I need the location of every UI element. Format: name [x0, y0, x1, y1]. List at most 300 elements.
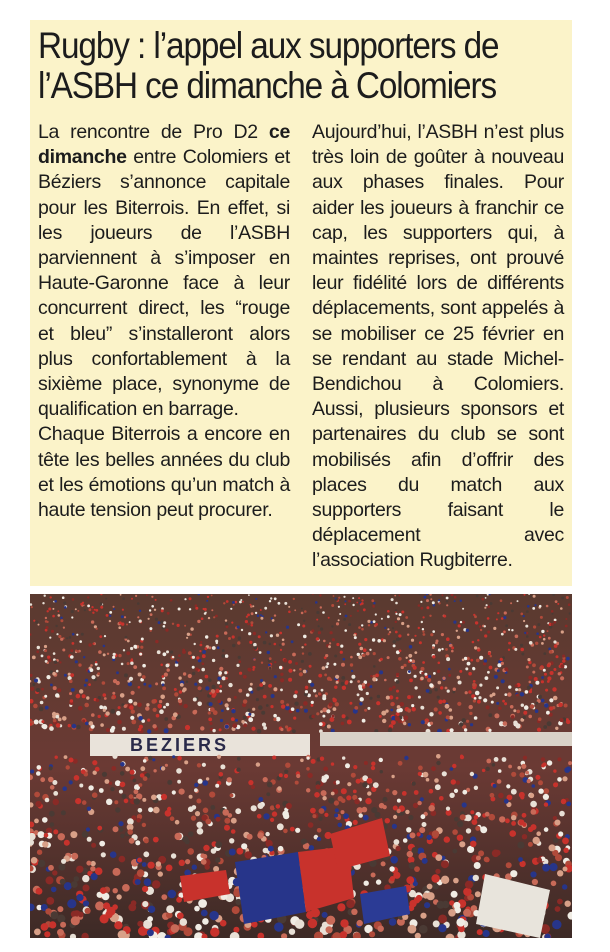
crowd-dot — [394, 595, 396, 597]
crowd-dot — [326, 926, 333, 933]
crowd-dot — [483, 698, 487, 702]
crowd-dot — [148, 756, 152, 760]
crowd-dot — [255, 612, 257, 614]
crowd-dot — [386, 789, 390, 793]
crowd-dot — [448, 909, 456, 917]
crowd-dot — [438, 915, 447, 924]
crowd-dot — [160, 620, 163, 623]
crowd-dot — [310, 808, 316, 814]
crowd-dot — [53, 799, 59, 805]
crowd-dot — [140, 766, 145, 771]
crowd-dot — [473, 875, 479, 881]
crowd-dot — [241, 720, 244, 723]
crowd-dot — [185, 725, 190, 730]
crowd-dot — [511, 821, 516, 826]
crowd-dot — [530, 871, 536, 877]
crowd-dot — [340, 919, 348, 927]
crowd-dot — [504, 693, 507, 696]
crowd-dot — [124, 616, 126, 618]
bold-text: ce dimanche — [38, 121, 290, 169]
crowd-dot — [163, 625, 166, 628]
crowd-dot — [245, 851, 252, 858]
crowd-dot — [383, 797, 388, 802]
crowd-dot — [451, 650, 454, 653]
crowd-dot — [137, 869, 145, 877]
crowd-dot — [316, 784, 321, 789]
crowd-dot — [533, 595, 536, 598]
crowd-dot — [438, 711, 442, 715]
crowd-dot — [517, 766, 521, 770]
crowd-dot — [257, 687, 261, 691]
crowd-dot — [56, 670, 59, 673]
crowd-dot — [110, 728, 115, 733]
crowd-dot — [522, 834, 527, 839]
crowd-dot — [166, 905, 174, 913]
crowd-dot — [400, 702, 405, 707]
crowd-dot — [267, 782, 273, 788]
crowd-dot — [393, 872, 400, 879]
crowd-dot — [197, 763, 201, 767]
banner-wall-right — [320, 732, 572, 746]
crowd-dot — [147, 719, 150, 722]
crowd-dot — [85, 722, 89, 726]
crowd-dot — [34, 929, 41, 936]
crowd-dot — [288, 606, 290, 608]
crowd-dot — [79, 689, 83, 693]
crowd-dot — [194, 906, 200, 912]
crowd-dot — [113, 608, 115, 610]
crowd-dot — [562, 838, 569, 845]
crowd-dot — [69, 758, 74, 763]
crowd-dot — [221, 709, 224, 712]
crowd-dot — [188, 651, 192, 655]
crowd-dot — [408, 654, 412, 658]
crowd-dot — [142, 823, 146, 827]
crowd-dot — [462, 802, 467, 807]
crowd-dot — [224, 825, 230, 831]
crowd-dot — [258, 705, 263, 710]
crowd-dot — [488, 729, 491, 732]
crowd-dot — [448, 668, 451, 671]
crowd-dot — [373, 782, 379, 788]
crowd-dot — [369, 685, 372, 688]
crowd-dot — [433, 604, 436, 607]
crowd-dot — [312, 814, 316, 818]
crowd-dot — [518, 857, 523, 862]
crowd-dot — [311, 759, 316, 764]
crowd-dot — [212, 729, 215, 732]
crowd-dot — [318, 674, 322, 678]
crowd-dot — [528, 715, 532, 719]
crowd-dot — [193, 698, 197, 702]
crowd-dot — [75, 608, 77, 610]
crowd-dot — [296, 774, 300, 778]
crowd-dot — [565, 618, 567, 620]
crowd-dot — [338, 597, 340, 599]
crowd-dot — [70, 831, 77, 838]
crowd-dot — [99, 635, 102, 638]
crowd-dot — [137, 921, 143, 927]
crowd-dot — [55, 625, 57, 627]
crowd-dot — [553, 769, 556, 772]
crowd-dot — [80, 603, 83, 606]
crowd-dot — [335, 702, 339, 706]
crowd-dot — [337, 903, 345, 911]
crowd-dot — [431, 766, 436, 771]
crowd-dot — [477, 639, 479, 641]
crowd-dot — [560, 718, 564, 722]
crowd-dot — [47, 656, 50, 659]
crowd-dot — [315, 601, 318, 604]
crowd-dot — [248, 717, 253, 722]
crowd-dot — [395, 609, 397, 611]
crowd-dot — [452, 829, 458, 835]
crowd-dot — [521, 653, 524, 656]
crowd-dot — [549, 706, 553, 710]
crowd-dot — [369, 697, 372, 700]
crowd-dot — [430, 722, 433, 725]
crowd-dot — [535, 709, 539, 713]
crowd-dot — [105, 598, 107, 600]
crowd-dot — [39, 707, 44, 712]
crowd-dot — [349, 702, 352, 705]
crowd-dot — [283, 659, 287, 663]
crowd-dot — [75, 798, 81, 804]
crowd-dot — [107, 653, 109, 655]
crowd-dot — [120, 782, 126, 788]
crowd-dot — [152, 724, 156, 728]
crowd-dot — [478, 696, 481, 699]
crowd-dot — [44, 595, 46, 597]
crowd-dot — [49, 921, 56, 928]
crowd-dot — [411, 639, 414, 642]
crowd-dot — [341, 676, 345, 680]
crowd-dot — [506, 784, 510, 788]
crowd-dot — [338, 823, 343, 828]
crowd-dot — [388, 728, 392, 732]
crowd-dot — [189, 795, 193, 799]
crowd-dot — [435, 869, 440, 874]
paragraph — [38, 120, 290, 422]
crowd-dot — [421, 607, 424, 610]
crowd-dot — [470, 659, 473, 662]
crowd-dot — [129, 705, 134, 710]
crowd-dot — [446, 807, 450, 811]
crowd-dot — [497, 669, 500, 672]
crowd-dot — [473, 680, 476, 683]
crowd-dot — [360, 647, 364, 651]
crowd-dot — [269, 667, 272, 670]
crowd-dot — [485, 676, 489, 680]
crowd-dot — [31, 606, 33, 608]
crowd-dot — [408, 723, 411, 726]
crowd-dot — [288, 669, 292, 673]
crowd-dot — [279, 773, 283, 777]
crowd-dot — [103, 902, 110, 909]
crowd-dot — [500, 658, 503, 661]
crowd-dot — [517, 842, 524, 849]
crowd-dot — [240, 601, 242, 603]
crowd-dot — [438, 681, 442, 685]
crowd-dot — [463, 909, 471, 917]
crowd-dot — [446, 657, 450, 661]
crowd-dot — [209, 646, 212, 649]
crowd-dot — [307, 773, 312, 778]
crowd-dot — [414, 675, 417, 678]
crowd-dot — [293, 717, 296, 720]
crowd-dot — [172, 623, 174, 625]
crowd-dot — [535, 642, 538, 645]
crowd-dot — [42, 817, 48, 823]
crowd-dot — [452, 764, 456, 768]
crowd-dot — [335, 598, 338, 601]
crowd-dot — [325, 654, 328, 657]
crowd-dot — [106, 728, 110, 732]
crowd-dot — [373, 620, 376, 623]
crowd-dot — [437, 901, 445, 909]
crowd-dot — [370, 675, 373, 678]
crowd-dot — [535, 681, 539, 685]
crowd-dot — [237, 641, 240, 644]
crowd-dot — [161, 609, 164, 612]
crowd-dot — [324, 674, 327, 677]
crowd-dot — [137, 616, 139, 618]
crowd-dot — [403, 838, 408, 843]
crowd-dot — [387, 628, 389, 630]
crowd-dot — [367, 778, 373, 784]
crowd-dot — [261, 662, 263, 664]
crowd-dot — [225, 703, 229, 707]
crowd-dot — [439, 796, 444, 801]
crowd-dot — [303, 670, 307, 674]
crowd-dot — [177, 756, 182, 761]
crowd-dot — [343, 618, 346, 621]
crowd-dot — [379, 715, 382, 718]
crowd-dot — [441, 876, 449, 884]
crowd-dot — [285, 706, 290, 711]
crowd-dot — [527, 779, 531, 783]
crowd-dot — [129, 838, 135, 844]
crowd-dot — [53, 791, 58, 796]
crowd-dot — [142, 901, 148, 907]
crowd-dot — [159, 709, 164, 714]
crowd-dot — [484, 634, 487, 637]
crowd-dot — [371, 873, 376, 878]
crowd-dot — [270, 818, 274, 822]
crowd-dot — [528, 842, 533, 847]
crowd-dot — [354, 706, 358, 710]
crowd-dot — [176, 768, 182, 774]
crowd-dot — [409, 659, 412, 662]
crowd-dot — [269, 643, 272, 646]
crowd-dot — [466, 629, 469, 632]
crowd-dot — [112, 656, 115, 659]
crowd-dot — [364, 761, 368, 765]
crowd-dot — [212, 646, 216, 650]
crowd-dot — [134, 789, 139, 794]
crowd-dot — [560, 607, 563, 610]
crowd-dot — [74, 775, 80, 781]
crowd-dot — [509, 830, 516, 837]
crowd-dot — [137, 703, 142, 708]
crowd-dot — [543, 788, 549, 794]
crowd-dot — [100, 887, 107, 894]
crowd-dot — [56, 715, 60, 719]
crowd-dot — [483, 930, 490, 937]
crowd-dot — [143, 851, 149, 857]
crowd-dot — [529, 681, 532, 684]
crowd-dot — [325, 665, 328, 668]
crowd-dot — [442, 594, 444, 596]
crowd-dot — [441, 648, 443, 650]
crowd-dot — [53, 829, 58, 834]
crowd-dot — [194, 683, 197, 686]
crowd-dot — [34, 819, 39, 824]
crowd-dot — [380, 770, 383, 773]
crowd-dot — [504, 799, 509, 804]
crowd-dot — [537, 858, 542, 863]
crowd-dot — [513, 709, 516, 712]
crowd-dot — [552, 687, 556, 691]
crowd-dot — [539, 666, 543, 670]
crowd-dot — [389, 918, 397, 926]
crowd-dot — [227, 698, 231, 702]
crowd-dot — [91, 620, 94, 623]
crowd-dot — [274, 675, 277, 678]
crowd-dot — [69, 692, 72, 695]
crowd-dot — [511, 629, 513, 631]
crowd-dot — [530, 595, 532, 597]
crowd-dot — [50, 822, 55, 827]
crowd-dot — [70, 673, 74, 677]
crowd-dot — [213, 616, 215, 618]
crowd-dot — [282, 811, 289, 818]
crowd-dot — [319, 594, 321, 596]
crowd-dot — [58, 833, 65, 840]
crowd-dot — [201, 859, 207, 865]
crowd-dot — [399, 595, 401, 597]
crowd-dot — [474, 716, 478, 720]
crowd-dot — [301, 608, 303, 610]
crowd-dot — [195, 924, 202, 931]
crowd-dot — [508, 642, 511, 645]
crowd-dot — [418, 696, 421, 699]
crowd-dot — [418, 772, 422, 776]
crowd-dot — [442, 677, 445, 680]
crowd-dot — [371, 766, 375, 770]
crowd-dot — [361, 602, 364, 605]
crowd-dot — [162, 683, 165, 686]
crowd-dot — [358, 626, 361, 629]
crowd-dot — [408, 856, 415, 863]
crowd-dot — [42, 602, 44, 604]
crowd-dot — [363, 609, 365, 611]
crowd-dot — [538, 780, 543, 785]
crowd-dot — [352, 597, 354, 599]
crowd-dot — [240, 599, 242, 601]
crowd-dot — [367, 707, 370, 710]
crowd-dot — [320, 757, 324, 761]
crowd-dot — [218, 671, 222, 675]
crowd-dot — [528, 827, 533, 832]
crowd-dot — [317, 837, 321, 841]
crowd-dot — [308, 652, 312, 656]
crowd-dot — [142, 798, 146, 802]
crowd-dot — [130, 662, 133, 665]
crowd-dot — [188, 831, 194, 837]
crowd-dot — [81, 769, 86, 774]
crowd-dot — [274, 687, 278, 691]
crowd-dot — [208, 617, 210, 619]
crowd-dot — [392, 824, 397, 829]
crowd-dot — [49, 726, 54, 731]
crowd-dot — [179, 690, 182, 693]
crowd-dot — [40, 701, 44, 705]
crowd-dot — [265, 631, 267, 633]
crowd-dot — [237, 848, 244, 855]
crowd-dot — [432, 646, 435, 649]
crowd-dot — [55, 756, 58, 759]
crowd-dot — [150, 613, 153, 616]
crowd-dot — [60, 922, 66, 928]
crowd-dot — [282, 639, 285, 642]
crowd-dot — [257, 729, 262, 734]
crowd-dot — [131, 598, 133, 600]
crowd-dot — [523, 716, 526, 719]
crowd-dot — [335, 675, 339, 679]
crowd-dot — [229, 838, 234, 843]
crowd-dot — [288, 678, 292, 682]
crowd-dot — [350, 656, 353, 659]
crowd-dot — [264, 607, 267, 610]
crowd-dot — [318, 692, 321, 695]
crowd-dot — [291, 640, 294, 643]
crowd-dot — [57, 906, 63, 912]
crowd-dot — [330, 717, 335, 722]
crowd-dot — [498, 769, 502, 773]
crowd-dot — [56, 633, 58, 635]
crowd-dot — [561, 630, 564, 633]
crowd-dot — [175, 820, 180, 825]
crowd-dot — [44, 645, 47, 648]
crowd-dot — [510, 602, 512, 604]
crowd-dot — [178, 608, 181, 611]
crowd-dot — [508, 765, 512, 769]
crowd-dot — [525, 625, 528, 628]
crowd-dot — [307, 757, 310, 760]
crowd-dot — [417, 801, 421, 805]
crowd-dot — [474, 615, 477, 618]
crowd-dot — [175, 663, 179, 667]
crowd-dot — [251, 612, 254, 615]
crowd-dot — [505, 818, 510, 823]
crowd-dot — [97, 826, 102, 831]
crowd-dot — [409, 645, 413, 649]
crowd-dot — [85, 679, 88, 682]
crowd-dot — [100, 602, 103, 605]
crowd-dot — [437, 696, 440, 699]
crowd-dot — [228, 637, 231, 640]
crowd-dot — [134, 798, 140, 804]
crowd-dot — [346, 900, 355, 909]
crowd-dot — [433, 672, 436, 675]
crowd-dot — [78, 912, 84, 918]
crowd-dot — [142, 675, 146, 679]
crowd-dot — [331, 625, 333, 627]
crowd-dot — [304, 643, 306, 645]
crowd-dot — [319, 817, 323, 821]
crowd-dot — [133, 645, 137, 649]
